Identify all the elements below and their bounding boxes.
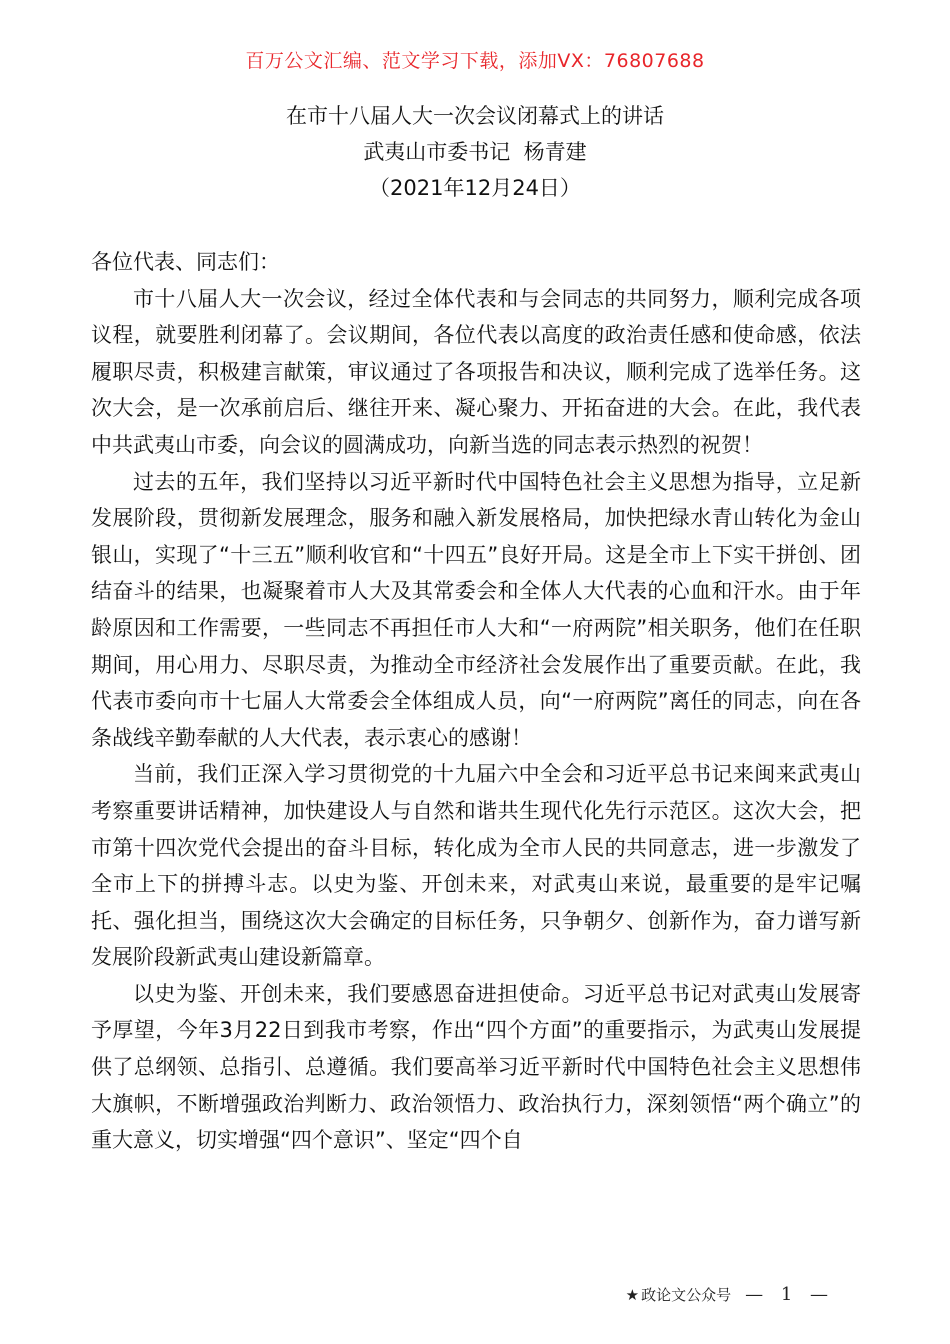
paragraph-4: 以史为鉴、开创未来，我们要感恩奋进担使命。习近平总书记对武夷山发展寄予厚望，今年3月22日到我市考察，作出“四个方面”的重要指示，为武夷山发展提供了总纲领、总指引、总遵循。我们要高举习近平新时代中国特色社会主义思想伟大旗帜，不断增强政治判断力、政治领悟力、政治执行力，深刻领悟“两个确立”的重大意义，切实增强“四个意识”、坚定“四个自 bbox=[91, 981, 861, 1153]
paragraph-2: 过去的五年，我们坚持以习近平新时代中国特色社会主义思想为指导，立足新发展阶段，贯彻新发展理念，服务和融入新发展格局，加快把绿水青山转化为金山银山，实现了“十三五”顺利收官和“十四五”良好开局。这是全市上下实干拼创、团结奋斗的结果，也凝聚着市人大及其常委会和全体人大代表的心血和汗水。由于年龄原因和工作需要，一些同志不再担任市人大和“一府两院”相关职务，他们在任职期间，用心用力、尽职尽责，为推动全市经济社会发展作出了重要贡献。在此，我代表市委向市十七届人大常委会全体组成人员，向“一府两院”离任的同志，向在各条战线辛勤奉献的人大代表，表示衷心的感谢！ bbox=[91, 469, 861, 750]
speech-body bbox=[91, 244, 861, 1159]
star-icon: ★ bbox=[625, 1285, 640, 1304]
speech-title: 在市十八届人大一次会议闭幕式上的讲话 bbox=[286, 104, 664, 128]
watermark-banner: 百万公文汇编、范文学习下载，添加VX：76807688 bbox=[245, 50, 705, 72]
title-block bbox=[0, 98, 950, 206]
speech-date: （2021年12月24日） bbox=[369, 176, 581, 200]
paragraph-3: 当前，我们正深入学习贯彻党的十九届六中全会和习近平总书记来闽来武夷山考察重要讲话精神，加快建设人与自然和谐共生现代化先行示范区。这次大会，把市第十四次党代会提出的奋斗目标，转化成为全市人民的共同意志，进一步激发了全市上下的拼搏斗志。以史为鉴、开创未来，对武夷山来说，最重要的是牢记嘱托、强化担当，围绕这次大会确定的目标任务，只争朝夕、创新作为，奋力谱写新发展阶段新武夷山建设新篇章。 bbox=[91, 762, 861, 970]
footer-source: 政论文公众号 bbox=[641, 1286, 732, 1304]
salutation: 各位代表、同志们： bbox=[91, 250, 280, 274]
paragraph-1: 市十八届人大一次会议，经过全体代表和与会同志的共同努力，顺利完成各项议程，就要胜利闭幕了。会议期间，各位代表以高度的政治责任感和使命感，依法履职尽责，积极建言献策，审议通过了各项报告和决议，顺利完成了选举任务。这次大会，是一次承前启后、继往开来、凝心聚力、开拓奋进的大会。在此，我代表中共武夷山市委，向会议的圆满成功，向新当选的同志表示热烈的祝贺！ bbox=[91, 286, 861, 457]
page-number: — 1 — bbox=[745, 1284, 834, 1305]
speech-author: 武夷山市委书记 杨青建 bbox=[363, 140, 587, 164]
page-footer bbox=[626, 1284, 834, 1305]
